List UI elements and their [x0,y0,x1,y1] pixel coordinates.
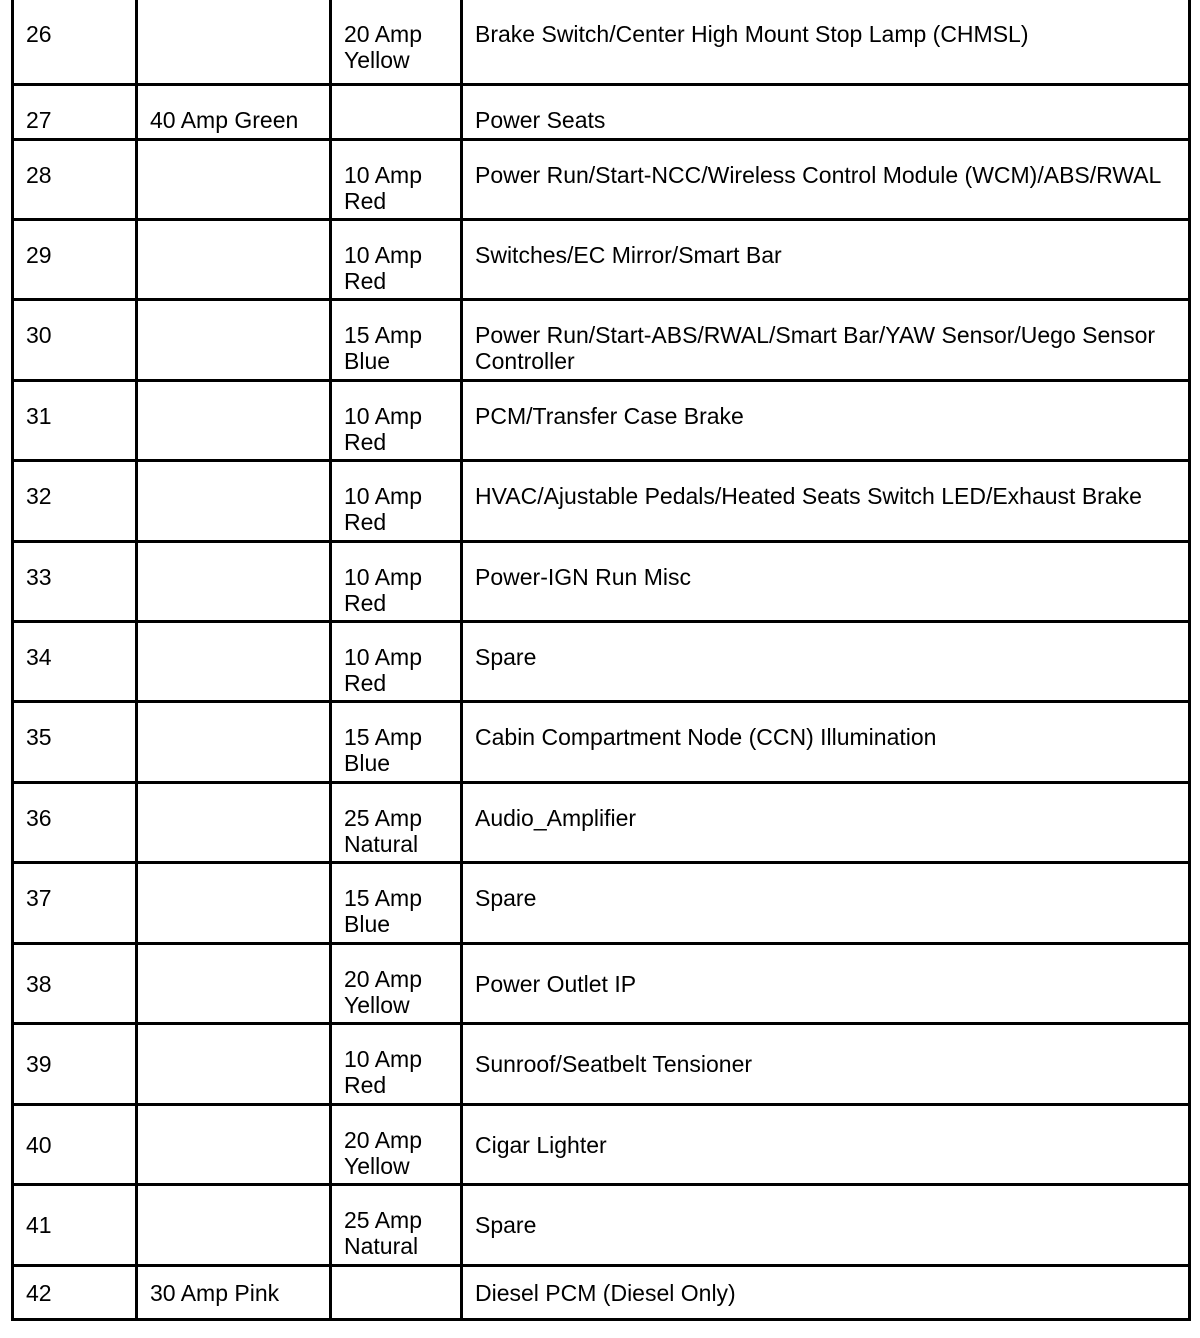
table-row [13,461,1190,542]
mini-fuse-cell: 15 Amp Blue [331,300,462,381]
cartridge-fuse-cell [137,300,331,381]
fuse-table-body [13,0,1190,1320]
table-row [13,0,1190,85]
description-cell: Cigar Lighter [462,1105,1190,1185]
cartridge-fuse-cell [137,220,331,300]
cartridge-fuse-cell [137,944,331,1024]
cartridge-fuse-cell [137,702,331,783]
cavity-cell: 29 [13,220,137,300]
description-cell: Cabin Compartment Node (CCN) Illumination [462,702,1190,783]
cartridge-fuse-cell: 40 Amp Green [137,85,331,140]
table-row [13,140,1190,220]
cavity-cell: 33 [13,542,137,622]
cavity-cell: 27 [13,85,137,140]
mini-fuse-cell: 25 Amp Natural [331,783,462,863]
cartridge-fuse-cell [137,1024,331,1105]
description-cell: Spare [462,622,1190,702]
table-row [13,542,1190,622]
cavity-cell: 42 [13,1266,137,1320]
cavity-cell: 28 [13,140,137,220]
cartridge-fuse-cell [137,622,331,702]
mini-fuse-cell: 10 Amp Red [331,220,462,300]
description-cell: Spare [462,863,1190,944]
mini-fuse-cell [331,85,462,140]
cavity-cell: 38 [13,944,137,1024]
fuse-table [11,0,1191,1321]
mini-fuse-cell: 20 Amp Yellow [331,944,462,1024]
table-row [13,1105,1190,1185]
cavity-cell: 34 [13,622,137,702]
table-row [13,381,1190,461]
table-row [13,783,1190,863]
cartridge-fuse-cell: 30 Amp Pink [137,1266,331,1320]
cartridge-fuse-cell [137,140,331,220]
table-row [13,220,1190,300]
cavity-cell: 30 [13,300,137,381]
description-cell: Power Outlet IP [462,944,1190,1024]
cavity-cell: 41 [13,1185,137,1266]
mini-fuse-cell: 20 Amp Yellow [331,1105,462,1185]
mini-fuse-cell: 20 Amp Yellow [331,0,462,85]
cartridge-fuse-cell [137,0,331,85]
table-row [13,863,1190,944]
cavity-cell: 31 [13,381,137,461]
table-row [13,622,1190,702]
description-cell: Sunroof/Seatbelt Tensioner [462,1024,1190,1105]
description-cell: Brake Switch/Center High Mount Stop Lamp (CHMSL) [462,0,1190,85]
description-cell: PCM/Transfer Case Brake [462,381,1190,461]
mini-fuse-cell: 10 Amp Red [331,542,462,622]
cavity-cell: 32 [13,461,137,542]
table-row [13,1266,1190,1320]
table-row [13,300,1190,381]
cartridge-fuse-cell [137,461,331,542]
description-cell: HVAC/Ajustable Pedals/Heated Seats Switch LED/Exhaust Brake [462,461,1190,542]
cartridge-fuse-cell [137,783,331,863]
mini-fuse-cell: 10 Amp Red [331,381,462,461]
description-cell: Spare [462,1185,1190,1266]
cartridge-fuse-cell [137,381,331,461]
cartridge-fuse-cell [137,1105,331,1185]
mini-fuse-cell: 15 Amp Blue [331,702,462,783]
cartridge-fuse-cell [137,542,331,622]
description-cell: Power Run/Start-ABS/RWAL/Smart Bar/YAW Sensor/Uego Sensor Controller [462,300,1190,381]
description-cell: Switches/EC Mirror/Smart Bar [462,220,1190,300]
description-cell: Diesel PCM (Diesel Only) [462,1266,1190,1320]
table-row [13,944,1190,1024]
description-cell: Power Seats [462,85,1190,140]
mini-fuse-cell: 15 Amp Blue [331,863,462,944]
table-row [13,702,1190,783]
mini-fuse-cell: 10 Amp Red [331,140,462,220]
description-cell: Power Run/Start-NCC/Wireless Control Module (WCM)/ABS/RWAL [462,140,1190,220]
mini-fuse-cell: 10 Amp Red [331,622,462,702]
cavity-cell: 26 [13,0,137,85]
table-row [13,1185,1190,1266]
description-cell: Audio_Amplifier [462,783,1190,863]
cavity-cell: 36 [13,783,137,863]
mini-fuse-cell [331,1266,462,1320]
cartridge-fuse-cell [137,863,331,944]
mini-fuse-cell: 25 Amp Natural [331,1185,462,1266]
cavity-cell: 35 [13,702,137,783]
mini-fuse-cell: 10 Amp Red [331,461,462,542]
table-row [13,1024,1190,1105]
cartridge-fuse-cell [137,1185,331,1266]
description-cell: Power-IGN Run Misc [462,542,1190,622]
mini-fuse-cell: 10 Amp Red [331,1024,462,1105]
cavity-cell: 39 [13,1024,137,1105]
cavity-cell: 40 [13,1105,137,1185]
table-row [13,85,1190,140]
cavity-cell: 37 [13,863,137,944]
